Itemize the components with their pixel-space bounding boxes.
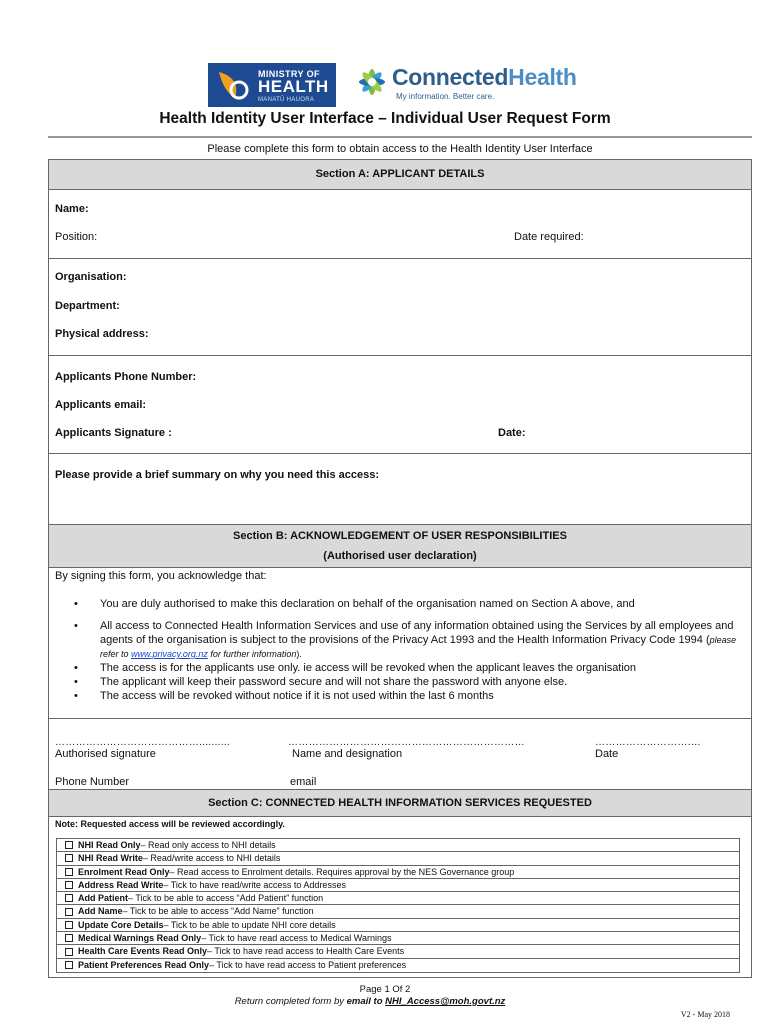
divider: [48, 567, 752, 568]
signature-label[interactable]: Applicants Signature :: [55, 427, 172, 439]
privacy-link[interactable]: www.privacy.org.nz: [131, 649, 208, 659]
connected-health-wordmark: ConnectedHealth: [392, 64, 577, 90]
physical-address-label[interactable]: Physical address:: [55, 328, 149, 340]
section-c-note: Note: Requested access will be reviewed accordingly.: [55, 819, 285, 829]
service-row[interactable]: Add Patient – Tick to be able to access “Add Patient” function: [57, 892, 739, 905]
checkbox[interactable]: [65, 921, 73, 929]
moh-line3: MANATŪ HAUORA: [258, 97, 315, 103]
divider: [48, 189, 752, 190]
name-label[interactable]: Name:: [55, 203, 89, 215]
list-item: • The applicant will keep their password secure and will not share the password with anyone else.: [62, 675, 742, 689]
checkbox[interactable]: [65, 948, 73, 956]
service-row[interactable]: Patient Preferences Read Only – Tick to have read access to Patient preferences: [57, 959, 739, 972]
section-c-header: Section C: CONNECTED HEALTH INFORMATION SERVICES REQUESTED: [49, 790, 751, 816]
position-label[interactable]: Position:: [55, 231, 98, 243]
connected-health-logo: [354, 62, 594, 108]
version-label: V2 - May 2018: [680, 1010, 730, 1019]
phone-label[interactable]: Applicants Phone Number:: [55, 371, 197, 383]
checkbox[interactable]: [65, 854, 73, 862]
services-table: [56, 838, 740, 973]
list-item: • You are duly authorised to make this declaration on behalf of the organisation named on Section A above, and: [62, 597, 742, 611]
divider: [48, 355, 752, 356]
date-required-label[interactable]: Date required:: [514, 231, 584, 243]
divider: [48, 816, 752, 817]
service-row[interactable]: Add Name – Tick to be able to access “Add Name” function: [57, 905, 739, 918]
email-label: email: [290, 776, 317, 788]
checkbox[interactable]: [65, 908, 73, 916]
acknowledge-list: [62, 619, 742, 703]
return-instructions: Return completed form by email to NHI_Access@moh.govt.nz: [234, 996, 506, 1007]
section-b-subtitle: (Authorised user declaration): [323, 550, 477, 562]
service-row[interactable]: Address Read Write – Tick to have read/write access to Addresses: [57, 879, 739, 892]
divider: [48, 718, 752, 719]
email-label[interactable]: Applicants email:: [55, 399, 147, 411]
authorised-signature-label: Authorised signature: [55, 748, 156, 760]
phone-number-label: Phone Number: [55, 776, 129, 788]
section-b-header: [49, 525, 751, 567]
organisation-label[interactable]: Organisation:: [55, 271, 127, 283]
section-b-title: Section B: ACKNOWLEDGEMENT OF USER RESPONSIBILITIES: [233, 530, 567, 542]
divider: [48, 258, 752, 259]
section-a-header: Section A: APPLICANT DETAILS: [49, 160, 751, 189]
list-item: • All access to Connected Health Information Services and use of any information obtained using the Services by all employees and agents of the organisation is subject to the provisions of the Privacy Act 1993 and the Health Information Privacy Code 1994 (please refer to www.privacy.org.nz for further information).: [62, 619, 742, 661]
form-subtitle: Please complete this form to obtain access to the Health Identity User Interface: [207, 143, 593, 155]
checkbox[interactable]: [65, 881, 73, 889]
department-label[interactable]: Department:: [55, 300, 120, 312]
checkbox[interactable]: [65, 934, 73, 942]
service-row[interactable]: Medical Warnings Read Only – Tick to have read access to Medical Warnings: [57, 932, 739, 945]
list-item: • The access will be revoked without notice if it is not used within the last 6 months: [62, 689, 742, 703]
service-row[interactable]: Health Care Events Read Only – Tick to have read access to Health Care Events: [57, 945, 739, 958]
checkbox[interactable]: [65, 841, 73, 849]
summary-label[interactable]: Please provide a brief summary on why you need this access:: [55, 469, 380, 481]
service-row[interactable]: Update Core Details – Tick to be able to update NHI core details: [57, 919, 739, 932]
service-row[interactable]: NHI Read Write – Read/write access to NHI details: [57, 852, 739, 865]
date-line[interactable]: ……………………….…: [595, 737, 702, 748]
signature-line[interactable]: ……………………………………..........: [55, 737, 230, 748]
service-row[interactable]: NHI Read Only – Read only access to NHI details: [57, 839, 739, 852]
checkbox[interactable]: [65, 894, 73, 902]
service-row[interactable]: Enrolment Read Only – Read access to Enrolment details. Requires approval by the NES Governance group: [57, 866, 739, 879]
acknowledge-list: [62, 597, 742, 611]
page-number: Page 1 Of 2: [359, 984, 411, 995]
designation-line[interactable]: ……………………………………………………………: [288, 737, 525, 748]
divider: [48, 453, 752, 454]
date-label: Date: [595, 748, 619, 760]
moh-line1: MINISTRY OF: [258, 69, 320, 79]
return-email-link[interactable]: NHI_Access@moh.govt.nz: [385, 996, 506, 1007]
connected-health-tagline: My information. Better care.: [396, 92, 495, 101]
header-logos: [0, 60, 770, 110]
form-title: Health Identity User Interface – Individual User Request Form: [159, 110, 611, 127]
ministry-of-health-logo: [208, 63, 336, 107]
list-item: • The access is for the applicants use only. ie access will be revoked when the applicant leaves the organisation: [62, 661, 742, 675]
moh-mark-icon: [213, 66, 251, 104]
date-label[interactable]: Date:: [498, 427, 526, 439]
name-designation-label: Name and designation: [292, 748, 403, 760]
acknowledge-intro: By signing this form, you acknowledge that:: [55, 570, 267, 582]
moh-line2: HEALTH: [258, 77, 329, 96]
checkbox[interactable]: [65, 961, 73, 969]
connected-health-flower-icon: [354, 64, 390, 100]
checkbox[interactable]: [65, 868, 73, 876]
title-rule: [48, 136, 752, 138]
